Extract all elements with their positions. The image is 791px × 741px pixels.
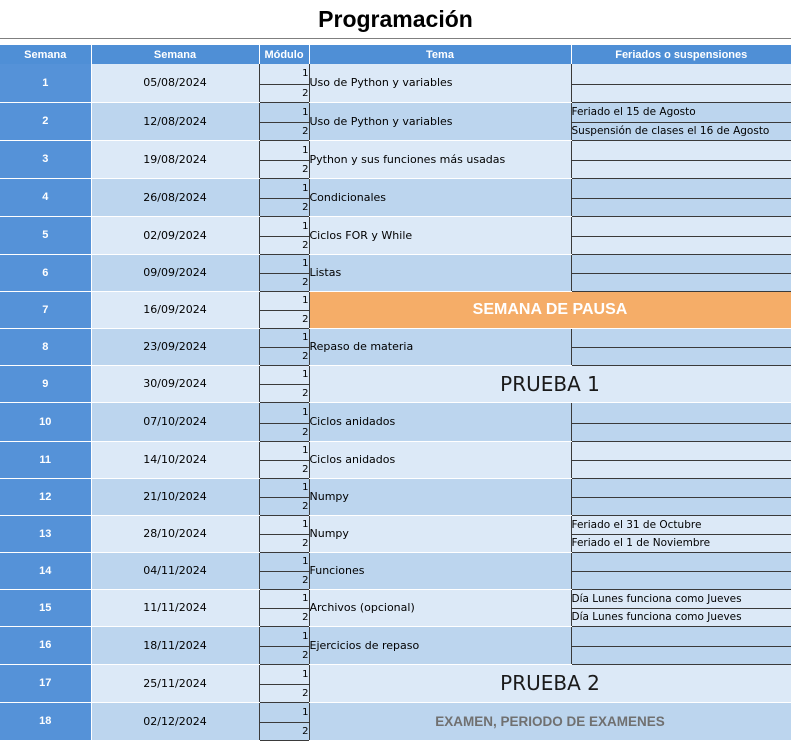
module-cell[interactable]: 2 bbox=[259, 384, 309, 402]
prueba-banner[interactable]: PRUEBA 1 bbox=[309, 365, 791, 402]
module-cell[interactable]: 1 bbox=[259, 178, 309, 198]
week-date-cell[interactable]: 02/09/2024 bbox=[91, 216, 259, 254]
holiday-note-cell[interactable] bbox=[571, 328, 791, 347]
holiday-note-cell[interactable] bbox=[571, 402, 791, 423]
holiday-note-cell[interactable] bbox=[571, 497, 791, 515]
week-number-cell[interactable]: 11 bbox=[0, 441, 91, 478]
table-row bbox=[0, 328, 791, 347]
module-cell[interactable]: 2 bbox=[259, 236, 309, 254]
module-cell[interactable]: 1 bbox=[259, 64, 309, 84]
week-date-cell[interactable]: 21/10/2024 bbox=[91, 478, 259, 515]
holiday-note-cell[interactable] bbox=[571, 646, 791, 664]
prueba-banner[interactable]: PRUEBA 2 bbox=[309, 664, 791, 702]
holiday-note-cell[interactable] bbox=[571, 552, 791, 571]
table-row bbox=[0, 140, 791, 160]
header-row bbox=[0, 45, 791, 64]
holiday-note-cell[interactable] bbox=[571, 160, 791, 178]
topic-cell[interactable]: Numpy bbox=[309, 515, 571, 552]
holiday-note-cell[interactable] bbox=[571, 441, 791, 460]
week-number-cell[interactable]: 15 bbox=[0, 589, 91, 626]
module-cell[interactable]: 1 bbox=[259, 254, 309, 273]
week-number-cell[interactable]: 7 bbox=[0, 291, 91, 328]
week-date-cell[interactable]: 11/11/2024 bbox=[91, 589, 259, 626]
module-cell[interactable]: 1 bbox=[259, 216, 309, 236]
holiday-note-cell[interactable]: Suspensión de clases el 16 de Agosto bbox=[571, 122, 791, 140]
schedule-table bbox=[0, 45, 791, 741]
module-cell[interactable]: 1 bbox=[259, 328, 309, 347]
week-number-cell[interactable]: 9 bbox=[0, 365, 91, 402]
week-date-cell[interactable]: 16/09/2024 bbox=[91, 291, 259, 328]
holiday-note-cell[interactable] bbox=[571, 84, 791, 102]
week-number-cell[interactable]: 5 bbox=[0, 216, 91, 254]
week-number-cell[interactable]: 18 bbox=[0, 702, 91, 740]
table-row bbox=[0, 178, 791, 198]
pausa-banner[interactable]: SEMANA DE PAUSA bbox=[309, 291, 791, 328]
module-cell[interactable]: 2 bbox=[259, 684, 309, 702]
week-date-cell[interactable]: 14/10/2024 bbox=[91, 441, 259, 478]
week-number-cell[interactable]: 3 bbox=[0, 140, 91, 178]
module-cell[interactable]: 1 bbox=[259, 365, 309, 384]
module-cell[interactable]: 1 bbox=[259, 402, 309, 423]
table-row bbox=[0, 702, 791, 722]
module-cell[interactable]: 1 bbox=[259, 140, 309, 160]
holiday-note-cell[interactable]: Día Lunes funciona como Jueves bbox=[571, 608, 791, 626]
week-number-cell[interactable]: 14 bbox=[0, 552, 91, 589]
module-cell[interactable]: 2 bbox=[259, 460, 309, 478]
holiday-note-cell[interactable] bbox=[571, 64, 791, 84]
module-cell[interactable]: 2 bbox=[259, 646, 309, 664]
module-cell[interactable]: 2 bbox=[259, 497, 309, 515]
week-number-cell[interactable]: 16 bbox=[0, 626, 91, 664]
week-date-cell[interactable]: 04/11/2024 bbox=[91, 552, 259, 589]
week-number-cell[interactable]: 12 bbox=[0, 478, 91, 515]
holiday-note-cell[interactable] bbox=[571, 236, 791, 254]
holiday-note-cell[interactable] bbox=[571, 423, 791, 441]
table-row bbox=[0, 515, 791, 534]
module-cell[interactable]: 1 bbox=[259, 102, 309, 122]
holiday-note-cell[interactable] bbox=[571, 178, 791, 198]
week-number-cell[interactable]: 8 bbox=[0, 328, 91, 365]
week-date-cell[interactable]: 07/10/2024 bbox=[91, 402, 259, 441]
week-number-cell[interactable]: 6 bbox=[0, 254, 91, 291]
table-row bbox=[0, 365, 791, 384]
holiday-note-cell[interactable] bbox=[571, 347, 791, 365]
holiday-note-cell[interactable] bbox=[571, 571, 791, 589]
topic-cell[interactable]: Uso de Python y variables bbox=[309, 64, 571, 102]
week-date-cell[interactable]: 28/10/2024 bbox=[91, 515, 259, 552]
module-cell[interactable]: 2 bbox=[259, 160, 309, 178]
module-cell[interactable]: 2 bbox=[259, 347, 309, 365]
week-date-cell[interactable]: 02/12/2024 bbox=[91, 702, 259, 740]
table-row bbox=[0, 441, 791, 460]
module-cell[interactable]: 2 bbox=[259, 534, 309, 552]
module-cell[interactable]: 2 bbox=[259, 122, 309, 140]
holiday-note-cell[interactable]: Feriado el 31 de Octubre bbox=[571, 515, 791, 534]
topic-cell[interactable]: Listas bbox=[309, 254, 571, 291]
header-holidays[interactable]: Feriados o suspensiones bbox=[571, 45, 791, 64]
topic-cell[interactable]: Ciclos anidados bbox=[309, 441, 571, 478]
module-cell[interactable]: 2 bbox=[259, 310, 309, 328]
topic-cell[interactable]: Numpy bbox=[309, 478, 571, 515]
week-date-cell[interactable]: 18/11/2024 bbox=[91, 626, 259, 664]
examen-banner[interactable]: EXAMEN, PERIODO DE EXAMENES bbox=[309, 702, 791, 740]
table-row bbox=[0, 478, 791, 497]
module-cell[interactable]: 1 bbox=[259, 441, 309, 460]
table-row bbox=[0, 291, 791, 310]
module-cell[interactable]: 1 bbox=[259, 552, 309, 571]
week-date-cell[interactable]: 26/08/2024 bbox=[91, 178, 259, 216]
module-cell[interactable]: 2 bbox=[259, 423, 309, 441]
schedule-body bbox=[0, 64, 791, 740]
title-divider bbox=[0, 38, 791, 39]
table-row bbox=[0, 589, 791, 608]
table-row bbox=[0, 552, 791, 571]
week-number-cell[interactable]: 13 bbox=[0, 515, 91, 552]
holiday-note-cell[interactable]: Feriado el 1 de Noviembre bbox=[571, 534, 791, 552]
topic-cell[interactable]: Condicionales bbox=[309, 178, 571, 216]
table-row bbox=[0, 626, 791, 646]
table-row bbox=[0, 664, 791, 684]
week-date-cell[interactable]: 05/08/2024 bbox=[91, 64, 259, 102]
module-cell[interactable]: 1 bbox=[259, 515, 309, 534]
week-date-cell[interactable]: 09/09/2024 bbox=[91, 254, 259, 291]
sheet-title: Programación bbox=[318, 6, 473, 32]
topic-cell[interactable]: Funciones bbox=[309, 552, 571, 589]
week-date-cell[interactable]: 30/09/2024 bbox=[91, 365, 259, 402]
holiday-note-cell[interactable] bbox=[571, 140, 791, 160]
module-cell[interactable]: 1 bbox=[259, 664, 309, 684]
table-row bbox=[0, 102, 791, 122]
holiday-note-cell[interactable] bbox=[571, 626, 791, 646]
week-date-cell[interactable]: 12/08/2024 bbox=[91, 102, 259, 140]
week-number-cell[interactable]: 17 bbox=[0, 664, 91, 702]
module-cell[interactable]: 2 bbox=[259, 571, 309, 589]
header-topic[interactable]: Tema bbox=[309, 45, 571, 64]
module-cell[interactable]: 2 bbox=[259, 608, 309, 626]
module-cell[interactable]: 2 bbox=[259, 198, 309, 216]
table-row bbox=[0, 64, 791, 84]
week-date-cell[interactable]: 19/08/2024 bbox=[91, 140, 259, 178]
module-cell[interactable]: 1 bbox=[259, 589, 309, 608]
topic-cell[interactable]: Archivos (opcional) bbox=[309, 589, 571, 626]
topic-cell[interactable]: Ciclos FOR y While bbox=[309, 216, 571, 254]
module-cell[interactable]: 1 bbox=[259, 291, 309, 310]
holiday-note-cell[interactable] bbox=[571, 273, 791, 291]
header-date[interactable]: Semana bbox=[91, 45, 259, 64]
topic-cell[interactable]: Uso de Python y variables bbox=[309, 102, 571, 140]
module-cell[interactable]: 1 bbox=[259, 702, 309, 722]
header-week[interactable]: Semana bbox=[0, 45, 91, 64]
holiday-note-cell[interactable] bbox=[571, 254, 791, 273]
holiday-note-cell[interactable] bbox=[571, 216, 791, 236]
module-cell[interactable]: 2 bbox=[259, 722, 309, 740]
week-number-cell[interactable]: 2 bbox=[0, 102, 91, 140]
table-row bbox=[0, 216, 791, 236]
module-cell[interactable]: 2 bbox=[259, 273, 309, 291]
week-number-cell[interactable]: 10 bbox=[0, 402, 91, 441]
module-cell[interactable]: 1 bbox=[259, 478, 309, 497]
holiday-note-cell[interactable] bbox=[571, 198, 791, 216]
week-date-cell[interactable]: 25/11/2024 bbox=[91, 664, 259, 702]
table-row bbox=[0, 254, 791, 273]
week-number-cell[interactable]: 4 bbox=[0, 178, 91, 216]
topic-cell[interactable]: Python y sus funciones más usadas bbox=[309, 140, 571, 178]
header-module[interactable]: Módulo bbox=[259, 45, 309, 64]
module-cell[interactable]: 1 bbox=[259, 626, 309, 646]
topic-cell[interactable]: Repaso de materia bbox=[309, 328, 571, 365]
holiday-note-cell[interactable]: Día Lunes funciona como Jueves bbox=[571, 589, 791, 608]
holiday-note-cell[interactable] bbox=[571, 460, 791, 478]
week-number-cell[interactable]: 1 bbox=[0, 64, 91, 102]
week-date-cell[interactable]: 23/09/2024 bbox=[91, 328, 259, 365]
topic-cell[interactable]: Ejercicios de repaso bbox=[309, 626, 571, 664]
module-cell[interactable]: 2 bbox=[259, 84, 309, 102]
table-row bbox=[0, 402, 791, 423]
topic-cell[interactable]: Ciclos anidados bbox=[309, 402, 571, 441]
holiday-note-cell[interactable] bbox=[571, 478, 791, 497]
holiday-note-cell[interactable]: Feriado el 15 de Agosto bbox=[571, 102, 791, 122]
